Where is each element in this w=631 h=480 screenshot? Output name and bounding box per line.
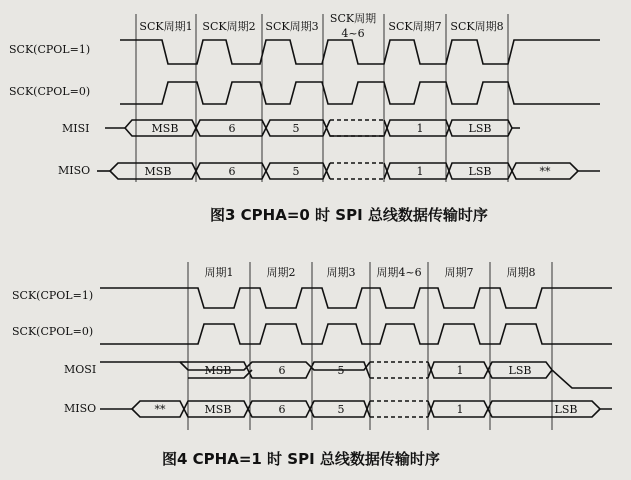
mosi-segment: 6	[278, 364, 286, 377]
mosi-segment: MSB	[204, 364, 232, 377]
period-header: SCK周期7	[388, 20, 442, 33]
signal-label: SCK(CPOL=1)	[9, 43, 91, 56]
signal-label: SCK(CPOL=0)	[9, 85, 91, 98]
period-header: 周期7	[444, 266, 474, 279]
signal-label: MISI	[62, 122, 90, 135]
signal-label: SCK(CPOL=0)	[12, 325, 94, 338]
mosi-segment: 6	[228, 122, 236, 135]
miso-segment: LSB	[468, 165, 492, 178]
period-header: SCK周期2	[202, 20, 256, 33]
sck-cpol0-wave	[120, 82, 600, 104]
period-header: 周期4~6	[376, 266, 422, 279]
miso-segment: LSB	[554, 403, 578, 416]
miso-bus	[100, 401, 612, 417]
mosi-segment: 1	[456, 364, 464, 377]
mosi-segment: LSB	[508, 364, 532, 377]
sck-cpol1-wave	[120, 40, 600, 64]
sck-cpol1-wave	[100, 288, 612, 308]
period-header: 周期1	[204, 266, 234, 279]
signal-label: MISO	[64, 402, 97, 415]
mosi-segment: LSB	[468, 122, 492, 135]
period-header: 周期3	[326, 266, 356, 279]
miso-segment: 1	[416, 165, 424, 178]
miso-segment: 5	[292, 165, 300, 178]
period-header: 周期2	[266, 266, 296, 279]
figure-caption: 图3 CPHA=0 时 SPI 总线数据传输时序	[210, 206, 488, 224]
period-header: SCK周期	[329, 12, 377, 25]
figure-caption: 图4 CPHA=1 时 SPI 总线数据传输时序	[162, 450, 440, 468]
period-header: SCK周期3	[265, 20, 319, 33]
miso-segment: 1	[456, 403, 464, 416]
miso-segment: MSB	[204, 403, 232, 416]
miso-segment: 5	[337, 403, 345, 416]
period-header: SCK周期8	[450, 20, 504, 33]
miso-segment: MSB	[144, 165, 172, 178]
period-header: SCK周期1	[139, 20, 193, 33]
figure3	[9, 11, 600, 224]
mosi-segment: 1	[416, 122, 424, 135]
miso-segment: **	[539, 165, 551, 178]
mosi-bus	[100, 362, 612, 388]
period-header: 4~6	[341, 27, 365, 40]
sck-cpol0-wave	[100, 324, 612, 344]
miso-segment: **	[154, 403, 166, 416]
miso-bus	[97, 163, 600, 179]
period-header: 周期8	[506, 266, 536, 279]
miso-segment: 6	[228, 165, 236, 178]
signal-label: MISO	[58, 164, 91, 177]
signal-label: SCK(CPOL=1)	[12, 289, 94, 302]
figure4	[12, 262, 612, 468]
miso-segment: 6	[278, 403, 286, 416]
mosi-segment: MSB	[151, 122, 179, 135]
mosi-segment: 5	[292, 122, 300, 135]
signal-label: MOSI	[64, 363, 97, 376]
mosi-segment: 5	[337, 364, 345, 377]
